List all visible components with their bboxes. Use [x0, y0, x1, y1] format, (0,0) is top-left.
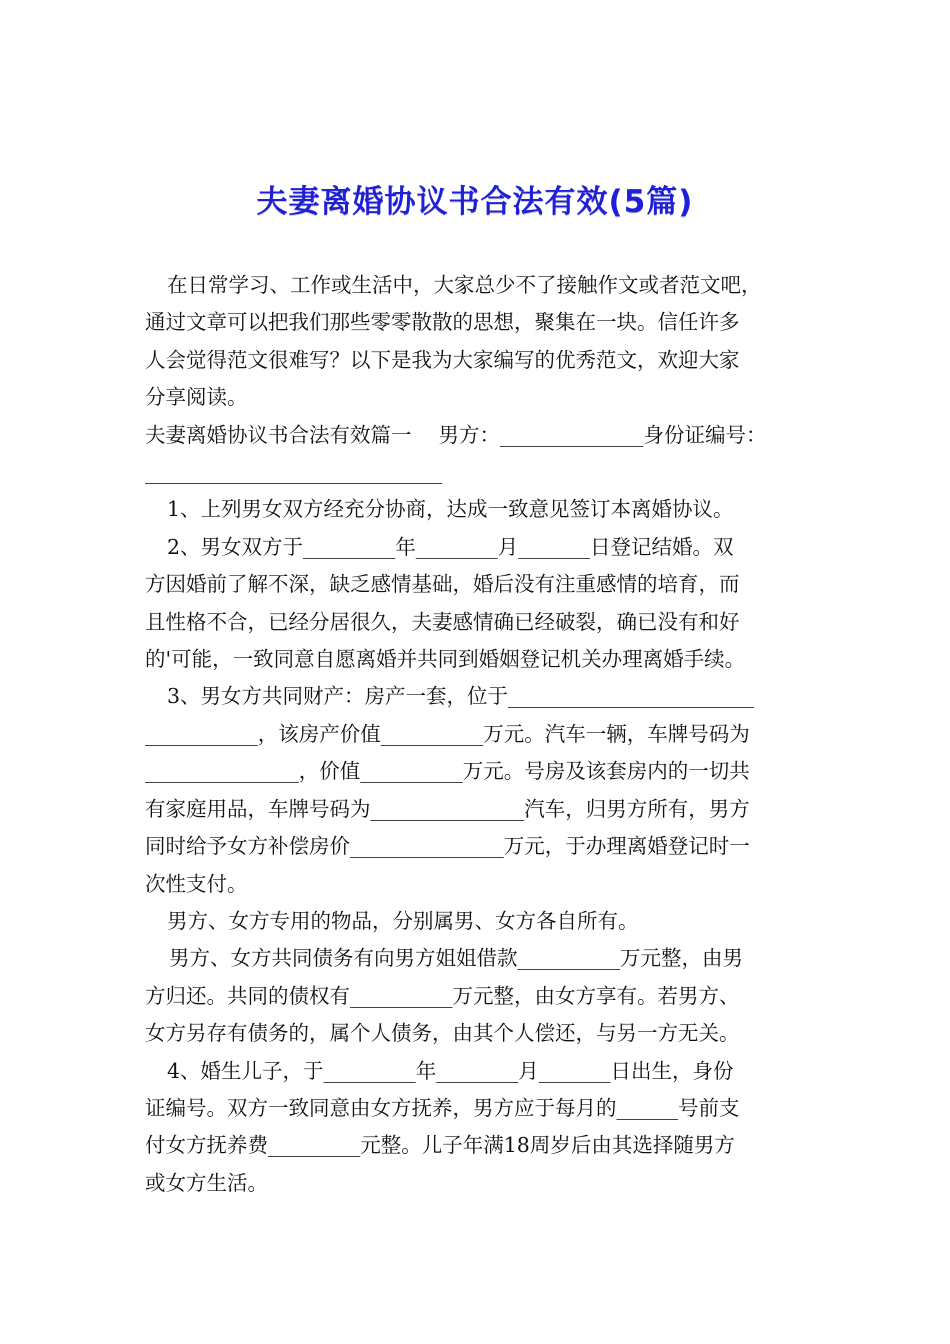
text-line: 或女方生活。	[145, 1170, 268, 1195]
text-line: 且性格不合，已经分居很久，夫妻感情确已经破裂，确已没有和好	[145, 609, 740, 634]
text-line: 方因婚前了解不深，缺乏感情基础，婚后没有注重感情的培育，而	[145, 572, 740, 597]
text-line: 3、男女方共同财产：房产一套，位于________________________	[167, 684, 755, 709]
text-line: _______________，价值__________万元。号房及该套房内的一切共	[145, 759, 750, 784]
text-line: 男方、女方专用的物品，分别属男、女方各自所有。	[167, 908, 639, 933]
text-line: ___________，该房产价值__________万元。汽车一辆，车牌号码为	[145, 721, 750, 746]
text-line: 人会觉得范文很难写？以下是我为大家编写的优秀范文，欢迎大家	[145, 347, 740, 372]
text-line: 付女方抚养费_________元整。儿子年满18周岁后由其选择随男方	[145, 1133, 735, 1158]
text-line: 的'可能，一致同意自愿离婚并共同到婚姻登记机关办理离婚手续。	[145, 647, 746, 672]
text-line: 4、婚生儿子，于_________年________月_______日出生，身份	[167, 1058, 734, 1083]
text-line: 分享阅读。	[145, 385, 248, 410]
document-body	[145, 267, 810, 1202]
text-line: 证编号。双方一致同意由女方抚养，男方应于每月的______号前支	[145, 1095, 740, 1120]
text-line: 次性支付。	[145, 871, 248, 896]
text-line: 女方另存有债务的，属个人债务，由其个人偿还，与另一方无关。	[145, 1021, 740, 1046]
text-line: 1、上列男女双方经充分协商，达成一致意见签订本离婚协议。	[167, 497, 734, 522]
text-line: 同时给予女方补偿房价_______________万元，于办理离婚登记时一	[145, 834, 750, 859]
text-line: _____________________________	[145, 460, 443, 485]
text-line: 夫妻离婚协议书合法有效篇一 男方：______________身份证编号：	[145, 422, 767, 447]
text-line: 通过文章可以把我们那些零零散散的思想，聚集在一块。信任许多	[145, 310, 740, 335]
document-title: 夫妻离婚协议书合法有效(5篇)	[256, 184, 694, 220]
text-line: 男方、女方共同债务有向男方姐姐借款__________万元整，由男	[169, 946, 743, 971]
text-line: 方归还。共同的债权有__________万元整，由女方享有。若男方、	[145, 983, 740, 1008]
text-line: 在日常学习、工作或生活中，大家总少不了接触作文或者范文吧，	[167, 273, 762, 297]
text-line: 2、男女双方于_________年________月_______日登记结婚。双	[167, 534, 734, 559]
text-line: 有家庭用品，车牌号码为_______________汽车，归男方所有，男方	[145, 796, 750, 821]
